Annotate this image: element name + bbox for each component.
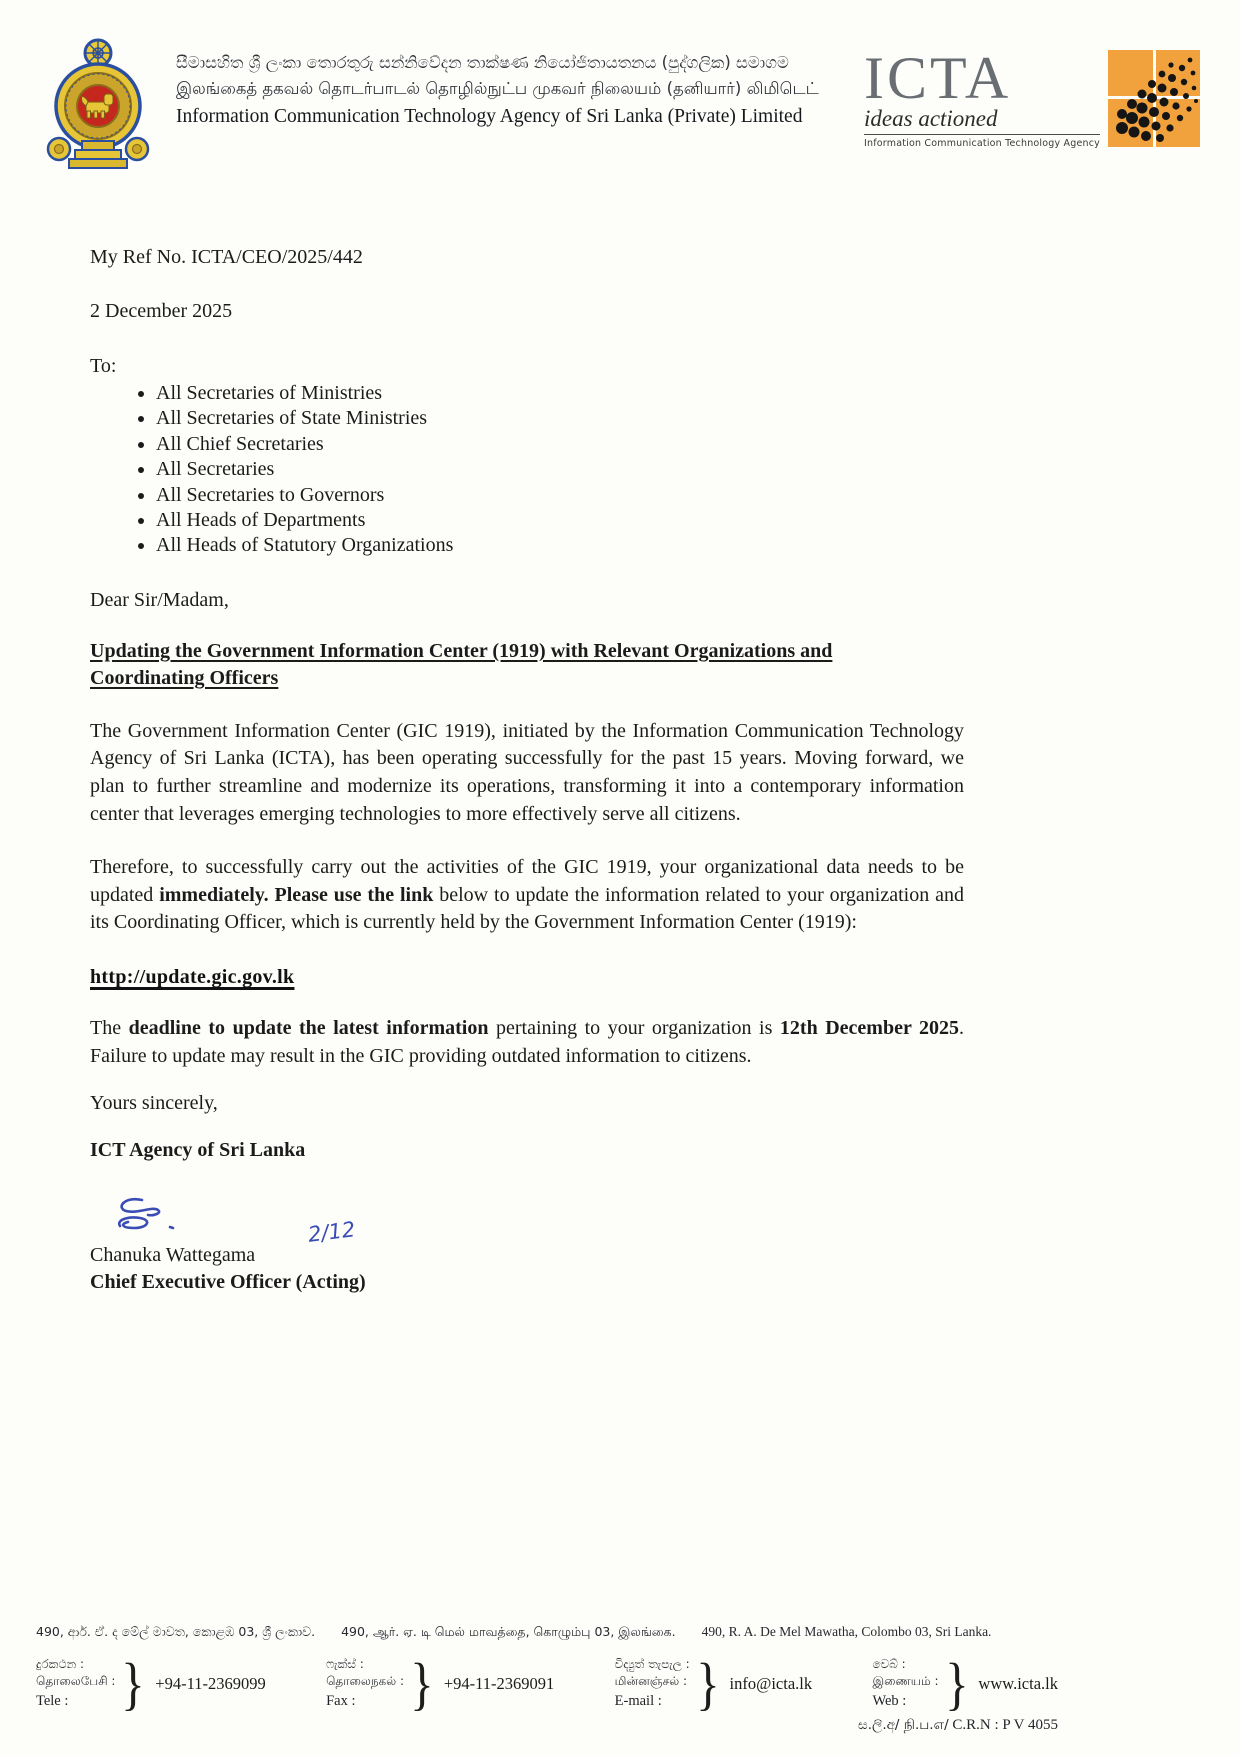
address-english: 490, R. A. De Mel Mawatha, Colombo 03, Sri Lanka. bbox=[701, 1624, 992, 1639]
contact-tele bbox=[36, 1651, 266, 1716]
icta-logo-tagline: ideas actioned bbox=[864, 106, 1100, 135]
company-registration-number bbox=[36, 1717, 1058, 1735]
bold-emphasis: immediately. Please use the link bbox=[159, 883, 434, 906]
list-item: • All Chief Secretaries bbox=[156, 432, 964, 457]
crn-value: C.R.N : P V 4055 bbox=[952, 1717, 1058, 1733]
address-tamil: 490, ஆர். ஏ. டி மெல் மாவத்தை, கொழும்பு 03, இலங்கை. bbox=[341, 1624, 676, 1639]
letter-footer bbox=[36, 1624, 1058, 1735]
crn-prefix: ස.ලි.අ/ நி.ப.எ/ bbox=[858, 1717, 949, 1733]
recipient-list bbox=[90, 381, 964, 559]
signatory-name: Chanuka Wattegama bbox=[90, 1244, 256, 1267]
org-name-sinhala: සීමාසහිත ශ්‍රී ලංකා තොරතුරු සන්නිවේදන තාක්ෂණ නියෝජිතායතනය (පුද්ගලික) සමාගම bbox=[176, 53, 789, 72]
closing: Yours sincerely, bbox=[90, 1092, 218, 1115]
to-label: To: bbox=[90, 355, 117, 377]
sri-lanka-national-emblem-icon bbox=[38, 36, 158, 172]
fax-number: +94-11-2369091 bbox=[443, 1674, 555, 1693]
letter-body bbox=[90, 246, 964, 1308]
list-item: • All Heads of Departments bbox=[156, 508, 964, 533]
brace-glyph: } bbox=[944, 1651, 969, 1716]
letterhead bbox=[0, 0, 1240, 172]
list-item: • All Secretaries of Ministries bbox=[156, 381, 964, 406]
signature-scribble-icon bbox=[112, 1194, 202, 1246]
email-label-english: E-mail : bbox=[614, 1692, 662, 1709]
tele-label-sinhala: දුරකථන : bbox=[36, 1657, 85, 1672]
icta-logo bbox=[864, 36, 1200, 149]
web-address: www.icta.lk bbox=[978, 1674, 1058, 1693]
brace-glyph: } bbox=[121, 1651, 146, 1716]
list-item: • All Heads of Statutory Organizations bbox=[156, 533, 964, 558]
letter-date: 2 December 2025 bbox=[90, 300, 233, 322]
list-item: • All Secretaries to Governors bbox=[156, 483, 964, 508]
contact-fax bbox=[326, 1651, 555, 1716]
salutation: Dear Sir/Madam, bbox=[90, 588, 229, 611]
signing-organization: ICT Agency of Sri Lanka bbox=[90, 1139, 306, 1162]
tele-label-tamil: தொலைபேசி : bbox=[36, 1674, 116, 1689]
brace-glyph: } bbox=[410, 1651, 434, 1716]
contact-email bbox=[614, 1651, 813, 1716]
fax-label-sinhala: ෆැක්ස් : bbox=[326, 1657, 364, 1672]
signature-date-annotation: 2/12 bbox=[306, 1217, 357, 1247]
web-label-english: Web : bbox=[872, 1692, 907, 1709]
icta-logo-mark-icon bbox=[1108, 50, 1200, 147]
brace-glyph: } bbox=[695, 1651, 720, 1716]
update-link-line bbox=[90, 966, 964, 989]
address-line bbox=[36, 1624, 1058, 1641]
email-address: info@icta.lk bbox=[729, 1674, 813, 1693]
email-label-sinhala: විද්‍යුත් තැපැල : bbox=[614, 1657, 690, 1672]
bold-emphasis: deadline to update the latest information bbox=[128, 1017, 489, 1039]
address-sinhala: 490, ආර්. ඒ. ද මේල් මාවත, කොළඹ 03, ශ්‍රී ලංකාව. bbox=[36, 1624, 316, 1639]
paragraph-2: Therefore, to successfully carry out the activities of the GIC 1919, your organizational data needs to be updated immediately. Please use the link below to update the information related to your organization and its Coordinating Officer, which is currently held by the Government Information Center (1919): bbox=[90, 856, 965, 934]
subject-line: Updating the Government Information Center (1919) with Relevant Organizations and Coordinating Officers bbox=[90, 639, 833, 689]
org-name-block bbox=[176, 36, 819, 128]
bold-emphasis: 12th December 2025 bbox=[779, 1017, 959, 1039]
web-label-tamil: இணையம் : bbox=[872, 1674, 939, 1689]
fax-label-tamil: தொலைநகல் : bbox=[326, 1674, 405, 1689]
web-label-sinhala: වෙබ් : bbox=[872, 1657, 906, 1672]
org-name-english: Information Communication Technology Agency of Sri Lanka (Private) Limited bbox=[176, 105, 803, 127]
tele-number: +94-11-2369099 bbox=[155, 1674, 266, 1693]
contact-blocks bbox=[36, 1651, 1058, 1716]
paragraph-3: The deadline to update the latest information pertaining to your organization is 12th December 2025. Failure to update may result in the GIC providing outdated information to citizens. bbox=[90, 1017, 964, 1067]
icta-logo-caption: Information Communication Technology Agency bbox=[864, 138, 1100, 149]
signatory-title: Chief Executive Officer (Acting) bbox=[90, 1271, 366, 1294]
tele-label-english: Tele : bbox=[36, 1692, 69, 1709]
org-name-tamil: இலங்கைத் தகவல் தொடர்பாடல் தொழில்நுட்ப முகவர் நிலையம் (தனியார்) லிமிடெட் bbox=[176, 79, 819, 99]
contact-web bbox=[872, 1651, 1058, 1716]
fax-label-english: Fax : bbox=[326, 1692, 356, 1709]
list-item: • All Secretaries of State Ministries bbox=[156, 406, 964, 431]
paragraph-1: The Government Information Center (GIC 1919), initiated by the Information Communication Technology Agency of Sri Lanka (ICTA), has been operating successfully for the past 15 years. Moving forward, we plan to further streamline and modernize its operations, transforming it into a contemporary information center that leverages emerging technologies to more effectively serve all citizens. bbox=[90, 719, 964, 825]
reference-number: My Ref No. ICTA/CEO/2025/442 bbox=[90, 246, 363, 268]
email-label-tamil: மின்னஞ்சல் : bbox=[614, 1674, 688, 1689]
icta-logo-acronym: ICTA bbox=[864, 45, 1012, 111]
signature-block bbox=[90, 1188, 964, 1308]
list-item: • All Secretaries bbox=[156, 457, 964, 482]
update-link[interactable]: http://update.gic.gov.lk bbox=[90, 966, 295, 988]
